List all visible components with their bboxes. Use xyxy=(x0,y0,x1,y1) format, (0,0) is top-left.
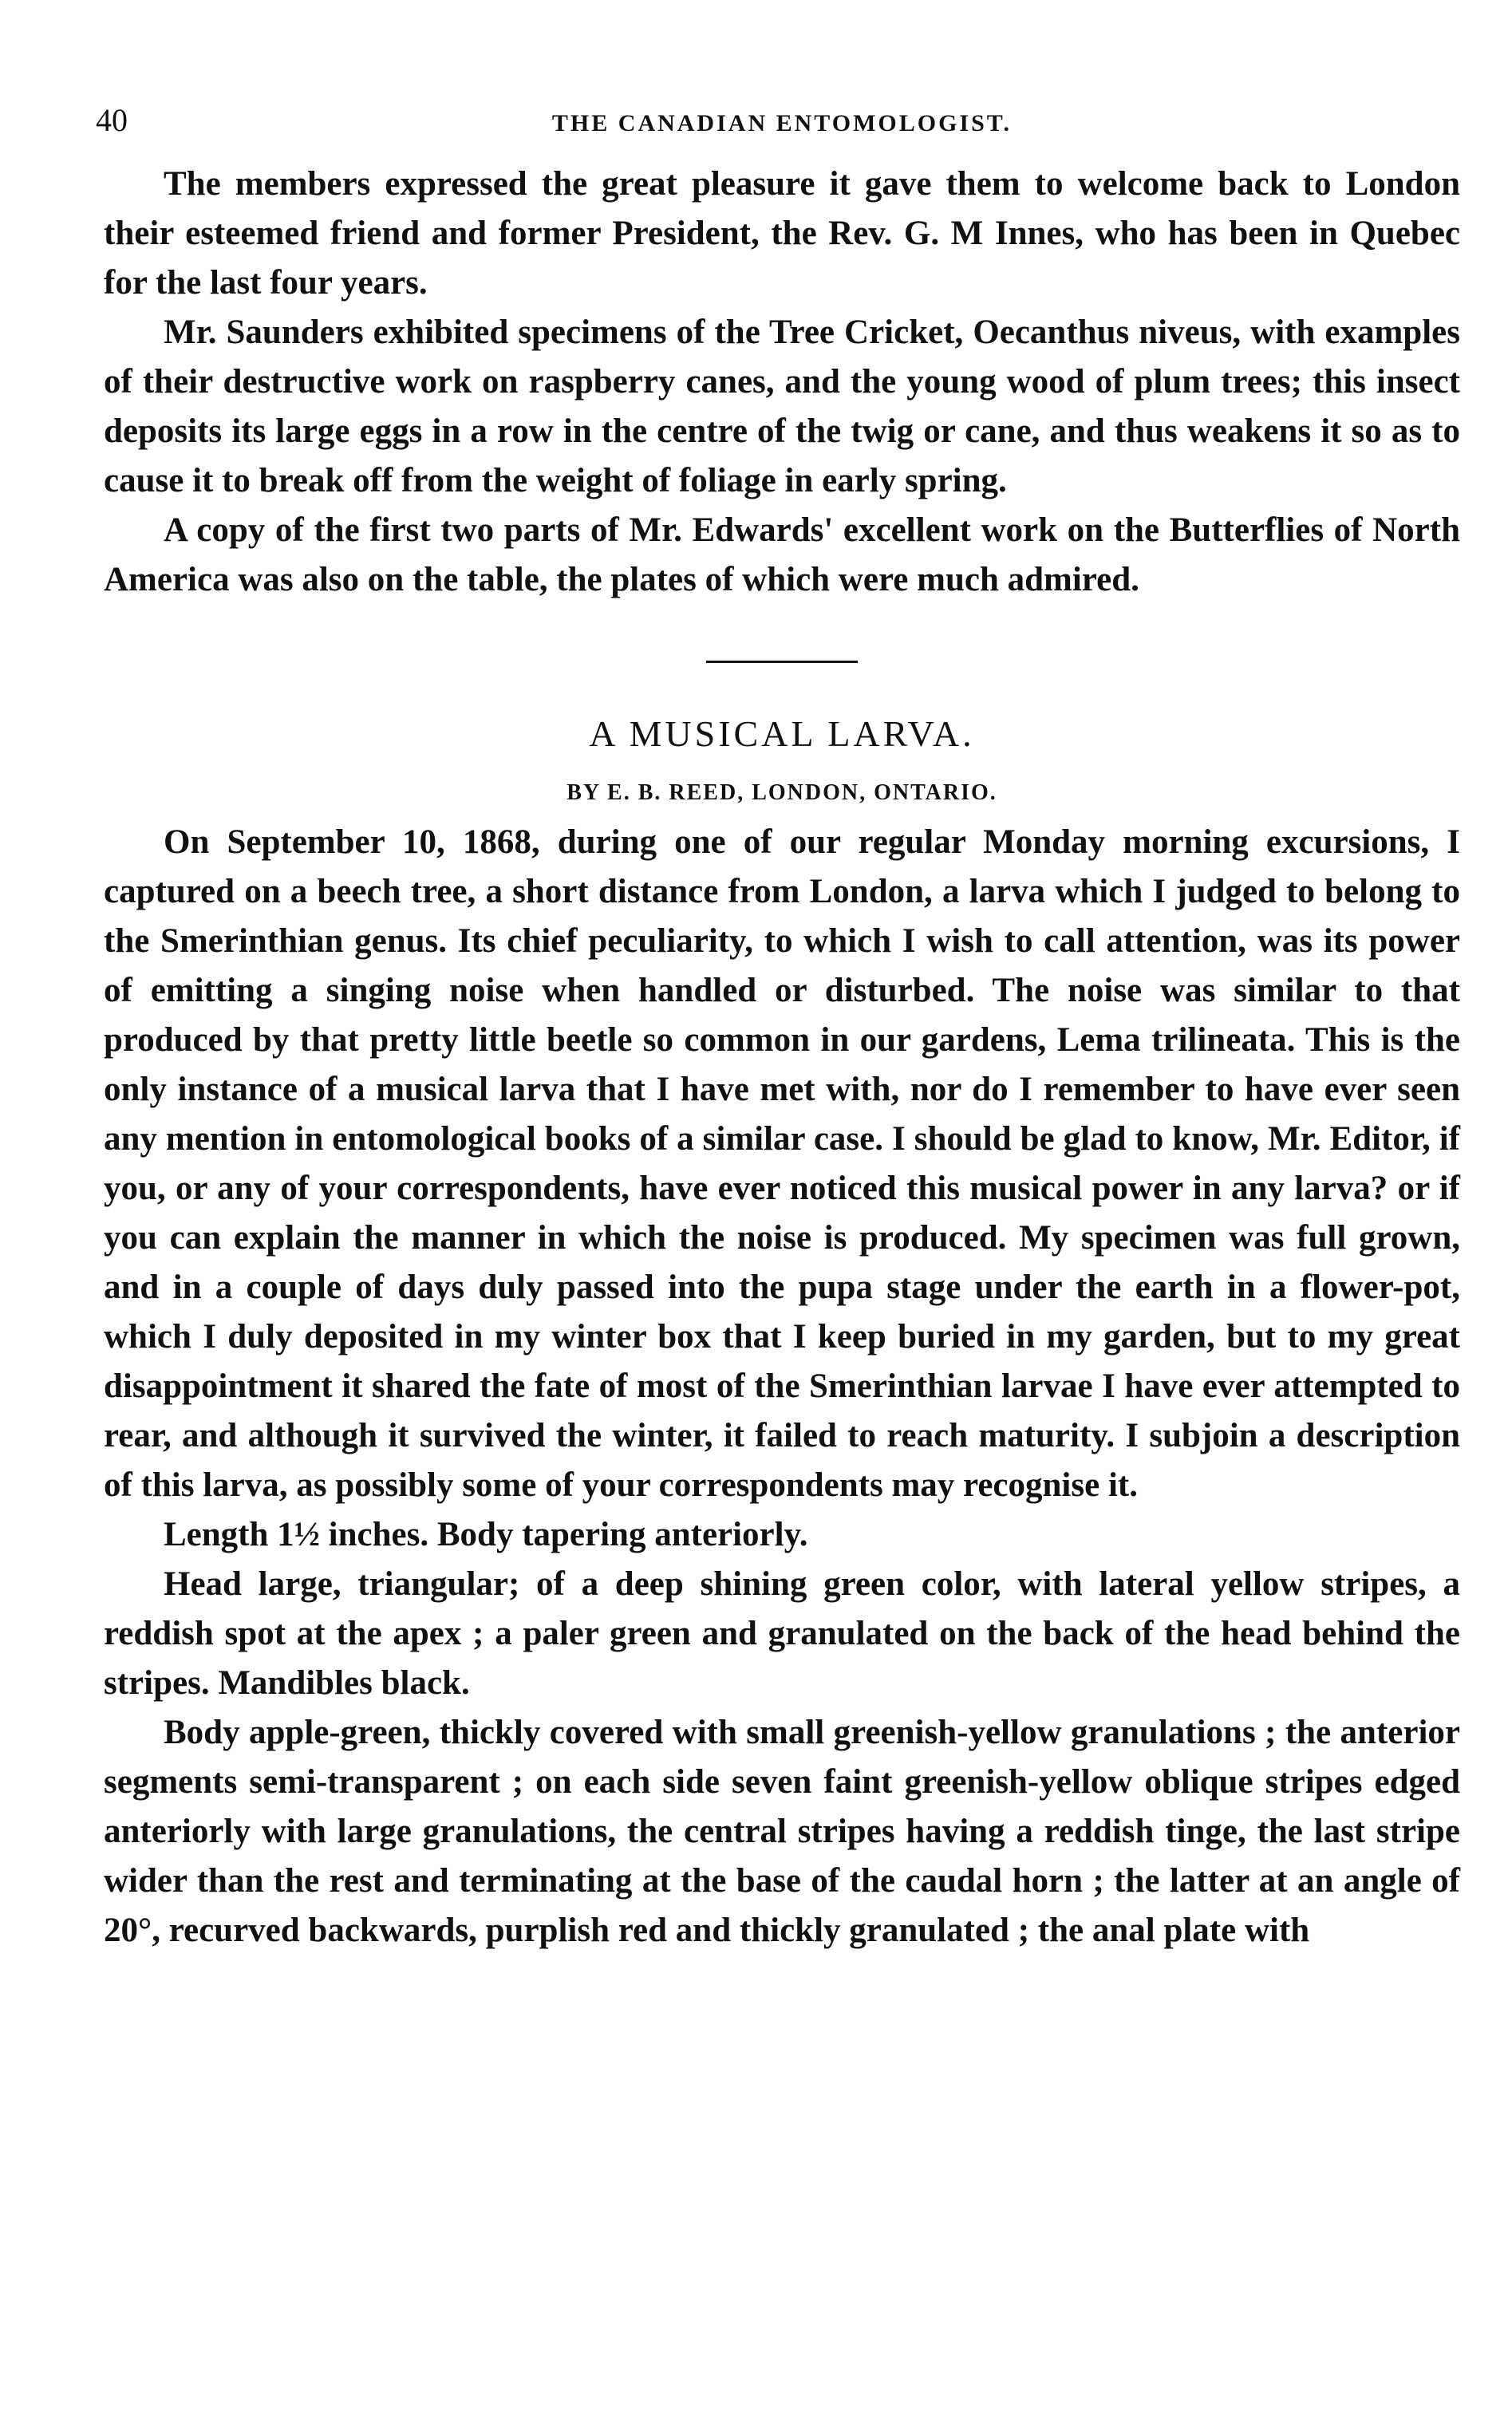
section-divider xyxy=(706,661,858,663)
paragraph: Length 1½ inches. Body tapering anteriorly. xyxy=(164,1516,808,1553)
article-byline: BY E. B. REED, LONDON, ONTARIO. xyxy=(567,780,997,805)
page-header xyxy=(96,96,1460,160)
article-title: A MUSICAL LARVA. xyxy=(589,713,975,754)
article-body xyxy=(104,818,1460,1955)
paragraph: The members expressed the great pleasure it gave them to welcome back to London their esteemed friend and former President, the Rev. G. M Innes, who has been in Quebec for the last four years. xyxy=(104,165,1460,302)
paragraph: On September 10, 1868, during one of our regular Monday morning excursions, I captured on a beech tree, a short distance from London, a larva which I judged to belong to the Smerinthian genus. Its chief peculiarity, to which I wish to call attention, was its power of emitting a singing noise when handled or disturbed. The noise was similar to that produced by that pretty little beetle so common in our gardens, Lema trilineata. This is the only instance of a musical larva that I have met with, nor do I remember to have ever seen any mention in entomological books of a similar case. I should be glad to know, Mr. Editor, if you, or any of your correspondents, have ever noticed this musical power in any larva? or if you can explain the manner in which the noise is produced. My specimen was full grown, and in a couple of days duly passed into the pupa stage under the earth in a flower-pot, which I duly deposited in my winter box that I keep buried in my garden, but to my great disappointment it shared the fate of most of the Smerinthian larvae I have ever attempted to rear, and although it survived the winter, it failed to reach maturity. I subjoin a description of this larva, as possibly some of your correspondents may recognise it. xyxy=(104,823,1460,1504)
meeting-report xyxy=(104,160,1460,605)
paragraph: Body apple-green, thickly covered with small greenish-yellow granulations ; the anterior segments semi-transparent ; on each side seven faint greenish-yellow oblique stripes edged anteriorly with large granulations, the central stripes having a reddish tinge, the last stripe wider than the rest and terminating at the base of the caudal horn ; the latter at an angle of 20°, recurved backwards, purplish red and thickly granulated ; the anal plate with xyxy=(104,1714,1460,1949)
paragraph: Head large, triangular; of a deep shining green color, with lateral yellow stripes, a reddish spot at the apex ; a paler green and granulated on the back of the head behind the stripes. Mandibles black. xyxy=(104,1565,1460,1702)
page xyxy=(96,96,1460,1955)
paragraph: A copy of the first two parts of Mr. Edwards' excellent work on the Butterflies of North America was also on the table, the plates of which were much admired. xyxy=(104,511,1460,598)
page-number: 40 xyxy=(96,102,128,138)
paragraph: Mr. Saunders exhibited specimens of the Tree Cricket, Oecanthus niveus, with examples of their destructive work on raspberry canes, and the young wood of plum trees; this insect deposits its large eggs in a row in the centre of the twig or cane, and thus weakens it so as to cause it to break off from the weight of foliage in early spring. xyxy=(104,314,1460,499)
running-title: THE CANADIAN ENTOMOLOGIST. xyxy=(551,110,1013,136)
